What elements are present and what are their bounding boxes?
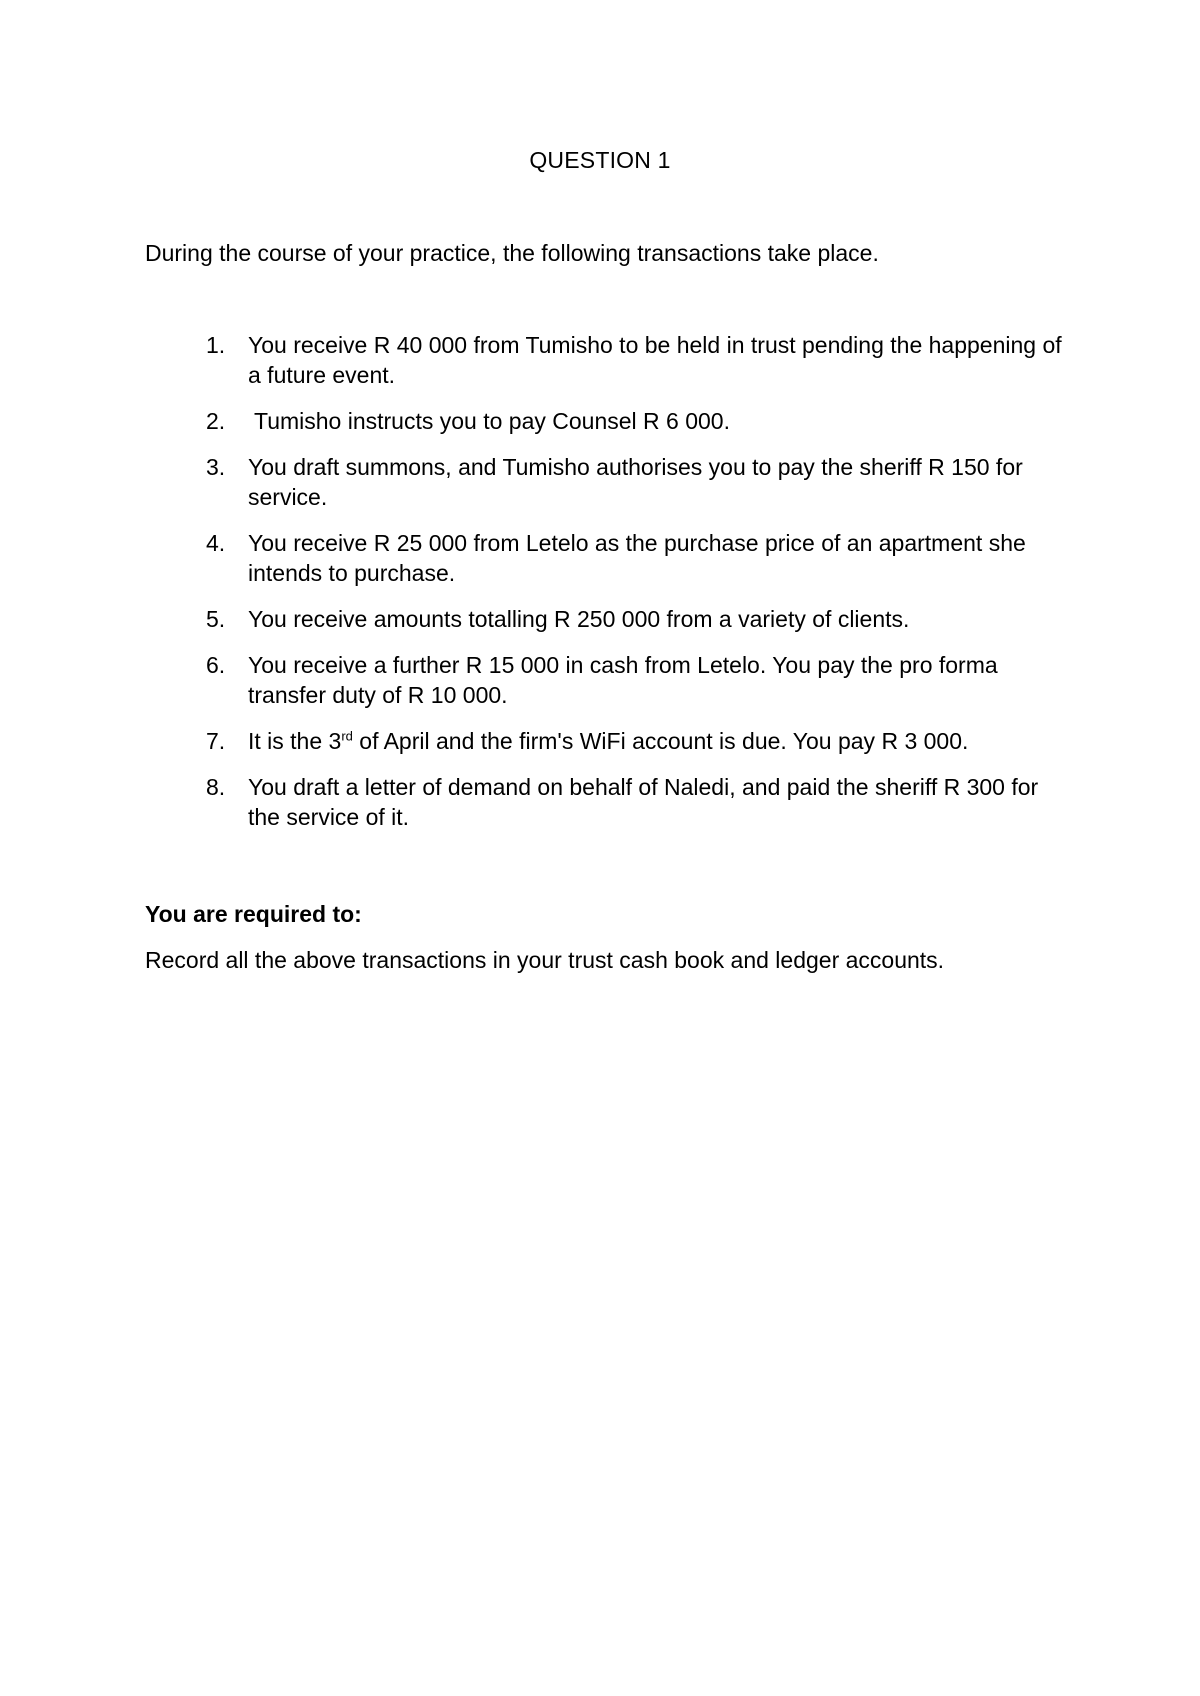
list-item-text: You draft a letter of demand on behalf of Naledi, and paid the sheriff R 300 for the service of it. xyxy=(248,774,1039,830)
list-item-number: 5. xyxy=(206,606,226,632)
list-item-number: 6. xyxy=(206,652,226,678)
intro-paragraph: During the course of your practice, the following transactions take place. xyxy=(145,240,879,266)
list-item-text: You receive R 25 000 from Letelo as the purchase price of an apartment she intends to purchase. xyxy=(248,530,1026,586)
list-item xyxy=(206,650,1066,710)
list-item-number: 2. xyxy=(206,408,226,434)
list-item-text: You draft summons, and Tumisho authorises you to pay the sheriff R 150 for service. xyxy=(248,454,1023,510)
list-item-number: 7. xyxy=(206,728,226,754)
instruction-paragraph: Record all the above transactions in your trust cash book and ledger accounts. xyxy=(145,947,945,973)
list-item xyxy=(206,406,1066,436)
transactions-list xyxy=(206,330,1066,848)
list-item-text: You receive amounts totalling R 250 000 from a variety of clients. xyxy=(248,606,910,632)
list-item-text: You receive a further R 15 000 in cash from Letelo. You pay the pro forma transfer duty of R 10 000. xyxy=(248,652,998,708)
list-item-number: 1. xyxy=(206,332,226,358)
list-item xyxy=(206,330,1066,390)
text-before-superscript: It is the 3 xyxy=(248,728,342,754)
list-item-text xyxy=(248,728,968,754)
list-item-number: 3. xyxy=(206,454,226,480)
question-title: QUESTION 1 xyxy=(529,147,671,173)
list-item-text: You receive R 40 000 from Tumisho to be held in trust pending the happening of a future event. xyxy=(248,332,1062,388)
list-item xyxy=(206,726,1066,756)
list-item xyxy=(206,772,1066,832)
list-item-number: 4. xyxy=(206,530,226,556)
ordinal-superscript: rd xyxy=(341,728,353,744)
text-after-superscript: of April and the firm's WiFi account is due. You pay R 3 000. xyxy=(352,728,969,754)
list-item-number: 8. xyxy=(206,774,226,800)
list-item xyxy=(206,452,1066,512)
required-heading: You are required to: xyxy=(145,901,362,927)
list-item xyxy=(206,604,1066,634)
list-item xyxy=(206,528,1066,588)
list-item-text: Tumisho instructs you to pay Counsel R 6 000. xyxy=(254,408,730,434)
